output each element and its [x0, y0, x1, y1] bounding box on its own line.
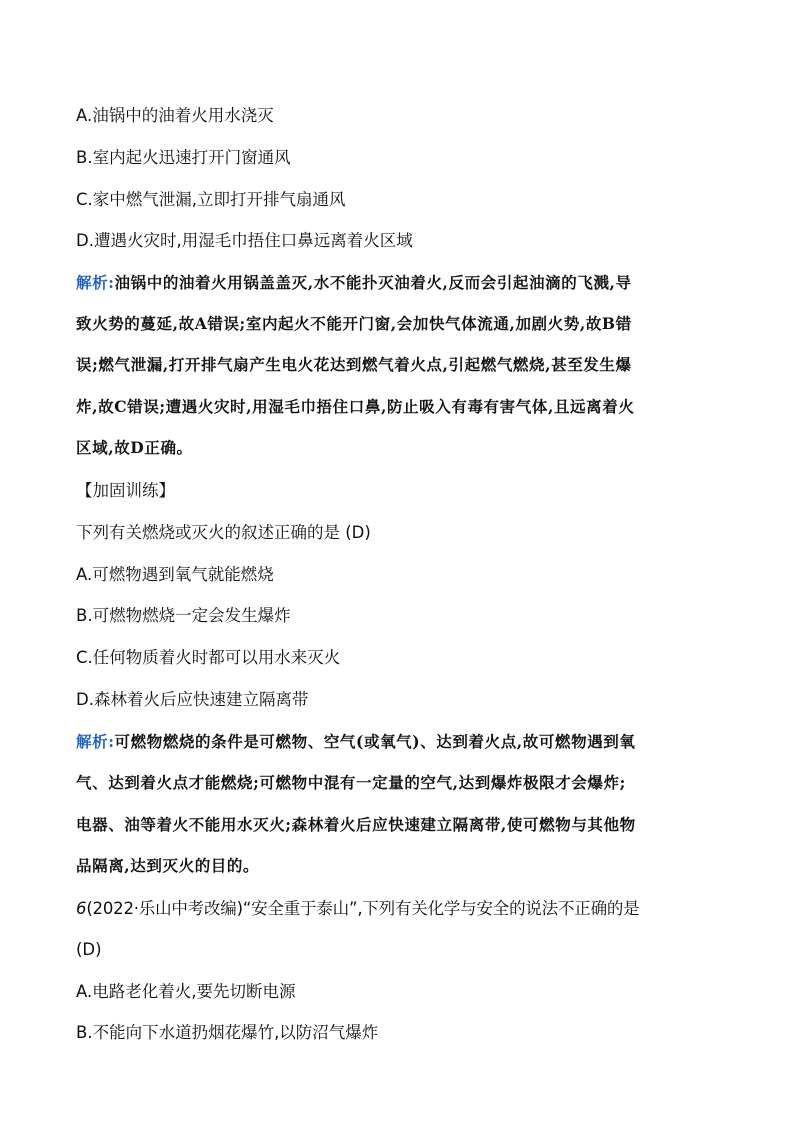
practice-option-d: D.森林着火后应快速建立隔离带 — [76, 690, 309, 709]
q5-explanation-line-2: 致火势的蔓延,故A错误;室内起火不能开门窗,会加快气体流通,加剧火势,故B错 — [76, 314, 632, 333]
q5-explanation-label: 解析: — [76, 273, 115, 292]
q6-option-b: B.不能向下水道扔烟花爆竹,以防沼气爆炸 — [76, 1023, 379, 1042]
q5-explanation-line-5: 区域,故D正确。 — [76, 438, 193, 457]
practice-explanation-line-2: 气、达到着火点才能燃烧;可燃物中混有一定量的空气,达到爆炸极限才会爆炸; — [76, 773, 626, 792]
q5-option-d: D.遭遇火灾时,用湿毛巾捂住口鼻远离着火区域 — [76, 231, 413, 250]
q5-explanation-line-1: 解析:油锅中的油着火用锅盖盖灭,水不能扑灭油着火,反而会引起油滴的飞溅,导 — [76, 273, 632, 292]
practice-option-c: C.任何物质着火时都可以用水来灭火 — [76, 648, 341, 667]
q5-option-a: A.油锅中的油着火用水浇灭 — [76, 106, 274, 125]
q5-option-b: B.室内起火迅速打开门窗通风 — [76, 148, 291, 167]
practice-explanation-line-3: 电器、油等着火不能用水灭火;森林着火后应快速建立隔离带,使可燃物与其他物 — [76, 815, 636, 834]
q5-explanation-line-4: 炸,故C错误;遭遇火灾时,用湿毛巾捂住口鼻,防止吸入有毒有害气体,且远离着火 — [76, 397, 635, 416]
practice-explanation-label: 解析: — [76, 732, 115, 751]
q6-question-line-1: 6(2022·乐山中考改编)“安全重于泰山”,下列有关化学与安全的说法不正确的是 — [76, 899, 640, 918]
practice-option-b: B.可燃物燃烧一定会发生爆炸 — [76, 606, 291, 625]
q6-option-a: A.电路老化着火,要先切断电源 — [76, 982, 296, 1001]
practice-explanation-line-1: 解析:可燃物燃烧的条件是可燃物、空气(或氧气)、达到着火点,故可燃物遇到氧 — [76, 732, 636, 751]
practice-explanation-line-4: 品隔离,达到灭火的目的。 — [76, 856, 260, 875]
q6-question-line-2: (D) — [76, 940, 102, 959]
q5-explanation-line-3: 误;燃气泄漏,打开排气扇产生电火花达到燃气着火点,引起燃气燃烧,甚至发生爆 — [76, 355, 632, 374]
practice-option-a: A.可燃物遇到氧气就能燃烧 — [76, 565, 274, 584]
q5-option-c: C.家中燃气泄漏,立即打开排气扇通风 — [76, 190, 346, 209]
q6-number: 6 — [76, 899, 87, 918]
practice-heading: 【加固训练】 — [76, 481, 175, 500]
practice-question: 下列有关燃烧或灭火的叙述正确的是 (D) — [76, 523, 371, 542]
